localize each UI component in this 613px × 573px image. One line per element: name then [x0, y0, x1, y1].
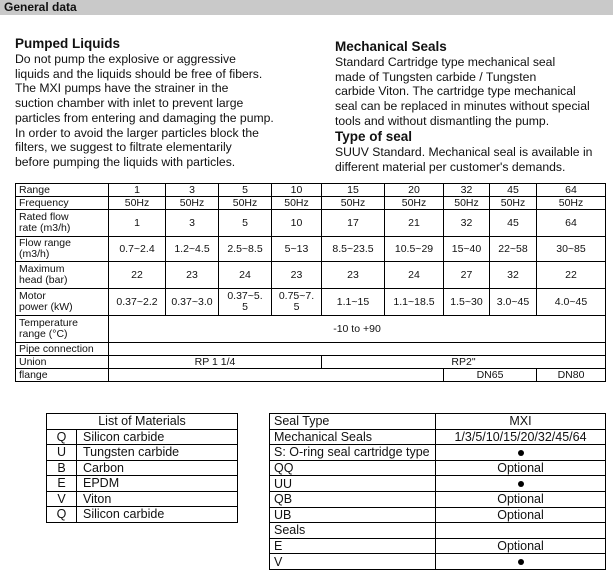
row-label	[16, 289, 109, 316]
table-cell: 10	[272, 210, 322, 237]
label-line: Maximum	[19, 263, 65, 275]
label-line: (m3/h)	[19, 248, 50, 260]
text-line: carbide Viton. The cartridge type mechanical	[335, 84, 576, 99]
table-cell: 24	[219, 262, 272, 289]
text-line: The MXI pumps have the strainer in the	[15, 81, 229, 96]
table-row	[16, 369, 606, 382]
table-cell	[272, 289, 322, 316]
seal-value: Optional	[436, 491, 606, 507]
text-line: liquids and the liquids should be free of fibers.	[15, 66, 263, 81]
table-cell: 50Hz	[109, 197, 166, 210]
seal-label: E	[270, 538, 436, 554]
materials-title: List of Materials	[47, 414, 238, 430]
table-cell: 21	[385, 210, 444, 237]
table-cell	[109, 343, 606, 356]
table-row	[270, 491, 606, 507]
table-cell: 22	[109, 262, 166, 289]
table-cell: 50Hz	[272, 197, 322, 210]
cell-line: 3.0~45	[496, 295, 530, 308]
table-cell: 45	[490, 210, 537, 237]
label-line: Motor	[19, 290, 46, 302]
row-label: Pipe connection	[16, 343, 109, 356]
table-row	[270, 429, 606, 445]
table-cell: 2.5~8.5	[219, 237, 272, 262]
material-code: B	[47, 460, 77, 476]
table-row	[270, 445, 606, 461]
cell-line: 0.75~7.	[278, 290, 315, 302]
table-cell: 3	[166, 184, 219, 197]
seal-type-table	[269, 413, 606, 570]
table-cell: RP 1 1/4	[109, 356, 322, 369]
row-label: Range	[16, 184, 109, 197]
material-code: Q	[47, 507, 77, 523]
table-cell: 22~58	[490, 237, 537, 262]
mechanical-seals-text	[335, 55, 590, 129]
table-row	[16, 289, 606, 316]
section-header: General data	[0, 0, 613, 15]
table-cell: 30~85	[537, 237, 606, 262]
table-cell	[537, 289, 606, 316]
label-line: range (°C)	[19, 328, 68, 340]
text-line: seal can be replaced in minutes without special	[335, 99, 590, 114]
mechanical-seals-title: Mechanical Seals	[335, 39, 447, 54]
text-line: In order to avoid the larger particles block the	[15, 125, 259, 140]
cell-line: 4.0~45	[554, 295, 588, 308]
table-cell: 10.5~29	[385, 237, 444, 262]
table-row	[16, 197, 606, 210]
table-cell: RP2"	[322, 356, 606, 369]
table-cell: -10 to +90	[109, 316, 606, 343]
text-line: SUUV Standard. Mechanical seal is available in	[335, 145, 593, 159]
table-cell: 64	[537, 184, 606, 197]
specifications-table	[15, 183, 606, 382]
table-cell	[109, 289, 166, 316]
label-line: head (bar)	[19, 274, 68, 286]
table-cell: 64	[537, 210, 606, 237]
material-name: Silicon carbide	[77, 507, 238, 523]
table-row	[16, 356, 606, 369]
text-line: suction chamber with inlet to prevent large	[15, 96, 244, 111]
table-row	[270, 460, 606, 476]
table-cell	[490, 289, 537, 316]
table-cell: 8.5~23.5	[322, 237, 385, 262]
material-name: Carbon	[77, 460, 238, 476]
table-cell: 22	[537, 262, 606, 289]
table-row	[16, 262, 606, 289]
seal-label: Seals	[270, 523, 436, 539]
table-cell	[444, 289, 490, 316]
table-cell: 1.2~4.5	[166, 237, 219, 262]
seal-value	[436, 476, 606, 492]
row-label	[16, 210, 109, 237]
cell-line: 1.1~15	[336, 295, 370, 308]
table-cell: 50Hz	[219, 197, 272, 210]
table-row	[16, 210, 606, 237]
text-line: made of Tungsten carbide / Tungsten	[335, 69, 537, 84]
seal-value	[436, 445, 606, 461]
table-cell: DN65	[444, 369, 537, 382]
pumped-liquids-title: Pumped Liquids	[15, 36, 121, 51]
table-cell: 32	[444, 184, 490, 197]
table-cell: 15~40	[444, 237, 490, 262]
row-label	[16, 237, 109, 262]
cell-line: 1.1~18.5	[393, 295, 435, 308]
table-row	[47, 507, 238, 523]
bullet-icon	[518, 481, 524, 487]
table-row	[16, 316, 606, 343]
cell-line: 0.37~5.	[227, 290, 263, 302]
row-label	[16, 316, 109, 343]
seal-label: Seal Type	[270, 414, 436, 430]
table-cell: 1	[109, 210, 166, 237]
table-cell: 50Hz	[322, 197, 385, 210]
table-row	[16, 184, 606, 197]
table-cell: 10	[272, 184, 322, 197]
table-row	[270, 414, 606, 430]
table-cell: 50Hz	[385, 197, 444, 210]
table-row	[47, 460, 238, 476]
table-row	[47, 491, 238, 507]
table-cell: 23	[166, 262, 219, 289]
cell-line: 0.37~3.0	[171, 295, 213, 308]
text-line: before pumping the liquids with particles.	[15, 154, 236, 169]
cell-line: 0.37~2.2	[116, 295, 158, 308]
type-of-seal-text	[335, 145, 592, 174]
table-cell: 3	[166, 210, 219, 237]
table-cell: 23	[322, 262, 385, 289]
table-cell: 15	[322, 184, 385, 197]
table-row	[47, 429, 238, 445]
table-cell: 17	[322, 210, 385, 237]
table-row	[270, 554, 606, 570]
table-cell	[109, 369, 444, 382]
row-label	[16, 262, 109, 289]
table-cell: 20	[385, 184, 444, 197]
text-line: Standard Cartridge type mechanical seal	[335, 55, 556, 69]
table-cell: 50Hz	[490, 197, 537, 210]
seal-value: Optional	[436, 460, 606, 476]
label-line: Rated flow	[19, 211, 69, 223]
cell-line: 1.5~30	[450, 295, 483, 308]
material-code: V	[47, 491, 77, 507]
table-row	[270, 523, 606, 539]
table-cell: 45	[490, 184, 537, 197]
label-line: power (kW)	[19, 301, 73, 313]
seal-value	[436, 523, 606, 539]
bullet-icon	[518, 450, 524, 456]
materials-table	[46, 413, 238, 523]
cell-line: 5	[293, 301, 300, 313]
table-cell: 23	[272, 262, 322, 289]
table-cell: 50Hz	[537, 197, 606, 210]
table-row	[16, 237, 606, 262]
seal-label: UB	[270, 507, 436, 523]
seal-value: Optional	[436, 538, 606, 554]
seal-label: Mechanical Seals	[270, 429, 436, 445]
material-name: Tungsten carbide	[77, 445, 238, 461]
seal-value: Optional	[436, 507, 606, 523]
row-label: Union	[16, 356, 109, 369]
seal-value	[436, 554, 606, 570]
table-row	[270, 538, 606, 554]
material-code: Q	[47, 429, 77, 445]
row-label: flange	[16, 369, 109, 382]
label-line: rate (m3/h)	[19, 222, 71, 234]
table-cell: 27	[444, 262, 490, 289]
label-line: Temperature	[19, 317, 78, 329]
seal-label: QQ	[270, 460, 436, 476]
table-row	[270, 476, 606, 492]
material-name: EPDM	[77, 476, 238, 492]
table-row	[47, 476, 238, 492]
table-row	[47, 414, 238, 430]
material-name: Silicon carbide	[77, 429, 238, 445]
label-line: Flow range	[19, 237, 71, 249]
pumped-liquids-text	[15, 52, 274, 170]
table-cell: 32	[490, 262, 537, 289]
seal-value: 1/3/5/10/15/20/32/45/64	[436, 429, 606, 445]
table-cell	[385, 289, 444, 316]
text-line: particles from entering and damaging the pump.	[15, 110, 274, 125]
table-cell: 5	[219, 184, 272, 197]
table-row	[16, 343, 606, 356]
table-row	[47, 445, 238, 461]
table-cell: 24	[385, 262, 444, 289]
table-cell	[166, 289, 219, 316]
table-cell: 32	[444, 210, 490, 237]
table-cell: DN80	[537, 369, 606, 382]
material-name: Viton	[77, 491, 238, 507]
table-row	[270, 507, 606, 523]
seal-label: QB	[270, 491, 436, 507]
table-cell: 50Hz	[166, 197, 219, 210]
text-line: different material per customer's demands.	[335, 159, 566, 174]
seal-value: MXI	[436, 414, 606, 430]
table-cell	[219, 289, 272, 316]
seal-label: UU	[270, 476, 436, 492]
text-line: filters, we suggest to filtrate elementarily	[15, 140, 232, 155]
table-cell: 5	[219, 210, 272, 237]
seal-label: V	[270, 554, 436, 570]
text-line: tools and without dismantling the pump.	[335, 113, 550, 128]
table-cell	[322, 289, 385, 316]
table-cell: 5~13	[272, 237, 322, 262]
row-label: Frequency	[16, 197, 109, 210]
type-of-seal-title: Type of seal	[335, 129, 413, 144]
material-code: U	[47, 445, 77, 461]
bullet-icon	[518, 559, 524, 565]
table-cell: 50Hz	[444, 197, 490, 210]
material-code: E	[47, 476, 77, 492]
seal-label: S: O-ring seal cartridge type	[270, 445, 436, 461]
text-line: Do not pump the explosive or aggressive	[15, 52, 236, 66]
table-cell: 1	[109, 184, 166, 197]
cell-line: 5	[242, 301, 248, 313]
table-cell: 0.7~2.4	[109, 237, 166, 262]
